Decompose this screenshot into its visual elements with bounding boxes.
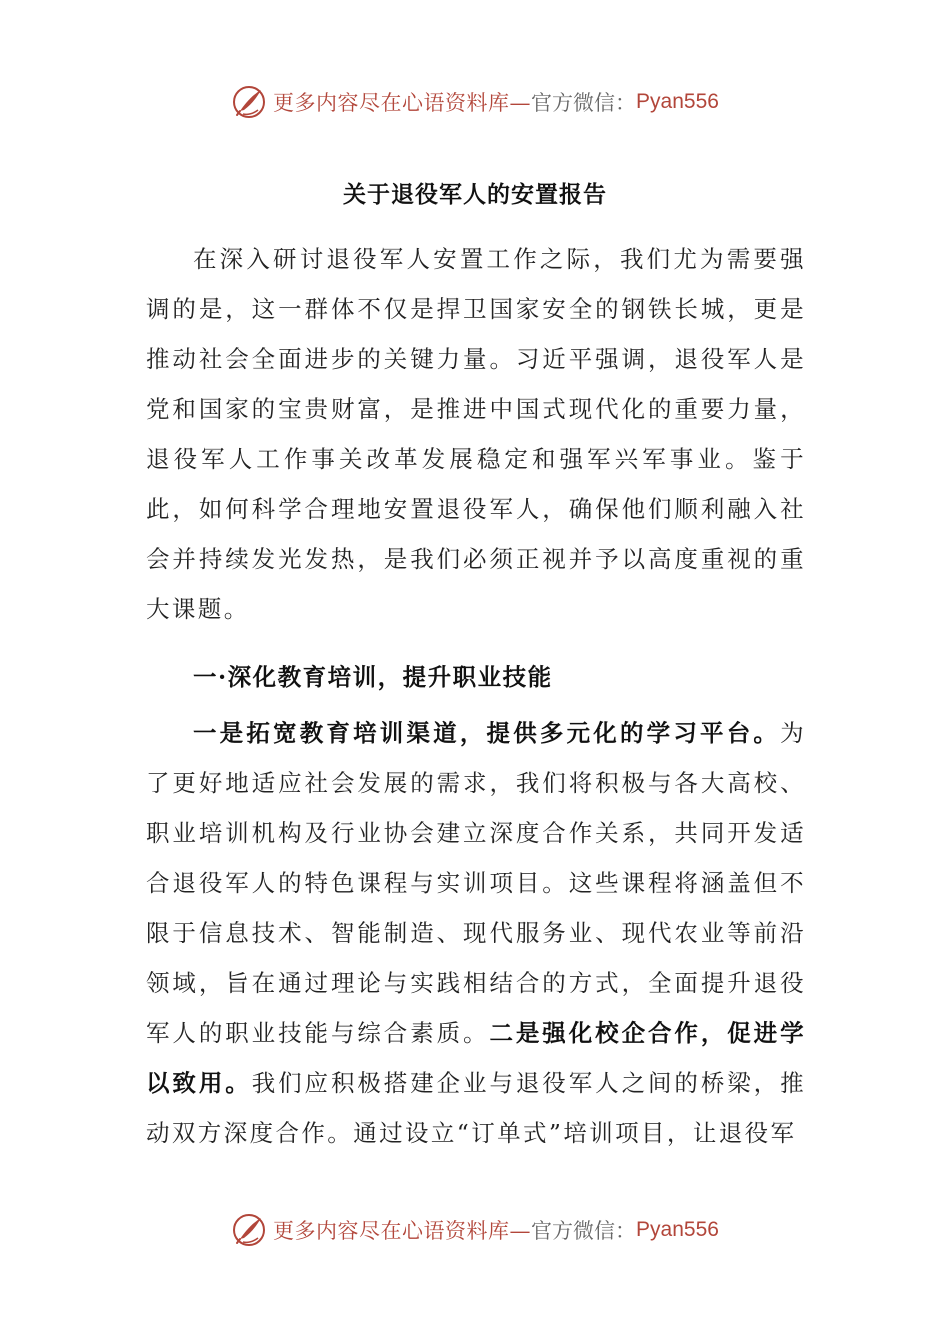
point-one-text: 为了更好地适应社会发展的需求，我们将积极与各大高校、职业培训机构及行业协会建立深度合作关系，共同开发适合退役军人的特色课程与实训项目。这些课程将涵盖但不限于信息技术、智能制造、现代服务业、现代农业等前沿领域，旨在通过理论与实践相结合的方式，全面提升退役军人的职业技能与综合素质。 xyxy=(146,719,806,1047)
document-body xyxy=(146,234,806,1158)
point-two-text: 我们应积极搭建企业与退役军人之间的桥梁，推动双方深度合作。通过设立“订单式”培训项目，让退役军 xyxy=(146,1069,806,1147)
section-heading: 一·深化教育培训，提升职业技能 xyxy=(193,663,553,691)
watermark-text: 更多内容尽在心语资料库— xyxy=(273,91,532,115)
quill-pen-logo-icon xyxy=(231,84,267,120)
point-two-heading: 二是强化校企合作，促进学以致用。 xyxy=(146,1019,806,1097)
intro-paragraph: 在深入研讨退役军人安置工作之际，我们尤为需要强调的是，这一群体不仅是捍卫国家安全的钢铁长城，更是推动社会全面进步的关键力量。习近平强调，退役军人是党和国家的宝贵财富，是推进中国式现代化的重要力量，退役军人工作事关改革发展稳定和强军兴军事业。鉴于此，如何科学合理地安置退役军人，确保他们顺利融入社会并持续发光发热，是我们必须正视并予以高度重视的重大课题。 xyxy=(146,245,806,623)
watermark-banner-bottom xyxy=(0,1208,950,1252)
watermark-banner-top xyxy=(0,80,950,124)
point-one-heading: 一是拓宽教育培训渠道，提供多元化的学习平台。 xyxy=(193,719,781,747)
watermark-text: 更多内容尽在心语资料库— xyxy=(273,1219,532,1243)
watermark-wechat-label: 官方微信： xyxy=(531,91,637,115)
quill-pen-logo-icon xyxy=(231,1212,267,1248)
document-title: 关于退役军人的安置报告 xyxy=(343,181,607,208)
watermark-wechat-label: 官方微信： xyxy=(531,1219,637,1243)
section-paragraph xyxy=(146,708,806,1158)
watermark-wechat-id: Pyan556 xyxy=(636,1218,719,1241)
watermark-wechat-id: Pyan556 xyxy=(636,90,719,113)
